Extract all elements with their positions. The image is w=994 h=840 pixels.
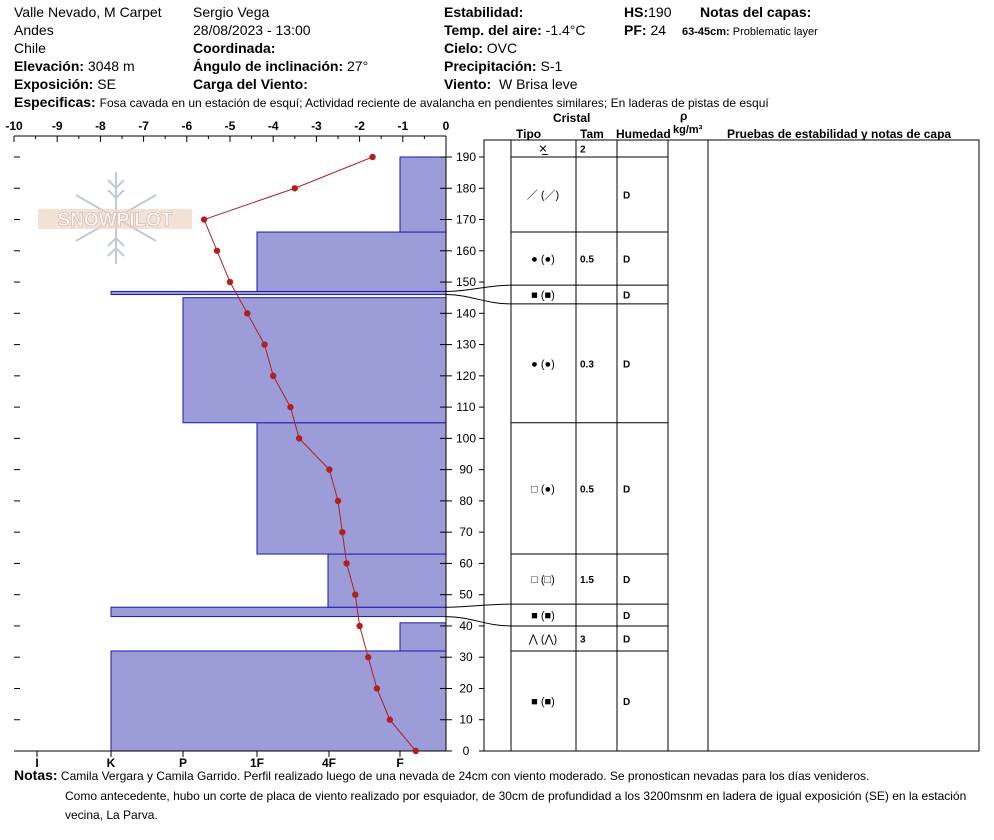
moisture-header: Humedad xyxy=(616,127,671,141)
hardness-tick-label: K xyxy=(106,756,116,770)
height-tick-label: 160 xyxy=(455,243,477,258)
size-header: Tam xyxy=(580,127,604,141)
height-tick-label: 170 xyxy=(455,212,477,227)
layer-crystal-type: ⋀ (⋀) xyxy=(528,633,558,646)
temp-tick-label: -2 xyxy=(354,119,365,133)
datetime: 28/08/2023 - 13:00 xyxy=(193,22,311,38)
temp-point xyxy=(287,404,293,410)
temp-point xyxy=(326,466,332,472)
temp-tick-label: -6 xyxy=(181,119,193,133)
temp-point xyxy=(374,685,380,691)
aspect: Exposición: SE xyxy=(14,76,116,92)
country: Chile xyxy=(14,40,46,56)
height-tick-label: 40 xyxy=(459,618,473,633)
height-tick-label: 140 xyxy=(455,306,477,321)
observer: Sergio Vega xyxy=(193,4,270,20)
height-tick-label: 120 xyxy=(455,368,477,383)
layer-crystal-size: 0.5 xyxy=(580,484,594,496)
air-temp: Temp. del aire: -1.4°C xyxy=(444,22,586,38)
layer-crystal-type: ■ (■) xyxy=(531,610,555,623)
elevation: Elevación: 3048 m xyxy=(14,58,135,74)
location: Valle Nevado, M Carpet xyxy=(14,4,162,20)
layer-moisture: D xyxy=(623,290,631,302)
temp-point xyxy=(261,341,267,347)
height-tick-label: 70 xyxy=(459,525,473,540)
temp-point xyxy=(270,373,276,379)
wind: Viento: W Brisa leve xyxy=(444,76,578,92)
temp-point xyxy=(201,216,207,222)
temp-point xyxy=(387,717,393,723)
hardness-bar xyxy=(400,623,446,651)
layer-crystal-type: ✕̲ xyxy=(538,143,548,156)
hardness-tick-label: 1F xyxy=(249,756,265,770)
hardness-bar xyxy=(257,232,446,291)
layer-moisture: D xyxy=(623,611,631,623)
hardness-bar xyxy=(183,298,446,423)
layer-connector xyxy=(446,295,511,304)
height-tick-label: 110 xyxy=(456,400,476,415)
temp-point xyxy=(214,248,220,254)
layer-moisture: D xyxy=(623,254,631,266)
height-tick-label: 30 xyxy=(459,650,473,665)
layer-crystal-type: □ (□) xyxy=(531,574,555,587)
temp-point xyxy=(335,498,341,504)
layer-connector xyxy=(446,604,511,607)
layer-moisture: D xyxy=(623,575,631,587)
layer-moisture: D xyxy=(623,190,631,202)
crystal-header: Cristal xyxy=(553,111,591,125)
temp-point xyxy=(343,560,349,566)
layer-notes-label: Notas del capas: xyxy=(700,4,812,20)
temp-point xyxy=(292,185,298,191)
specifics: Especificas: Fosa cavada en un estación de esquí; Actividad reciente de avalancha en pendientes similares; En laderas de pistas de esquí xyxy=(14,94,769,110)
layer-moisture: D xyxy=(623,696,631,708)
rho-header: ρ xyxy=(680,109,688,123)
type-header: Tipo xyxy=(516,127,542,141)
layer-crystal-type: ■ (■) xyxy=(531,695,555,708)
layer-crystal-type: ／ (／) xyxy=(526,189,560,202)
layer-moisture: D xyxy=(623,634,631,646)
hardness-bar xyxy=(257,423,446,554)
layer-crystal-size: 1.5 xyxy=(580,575,594,587)
stability-label: Estabilidad: xyxy=(444,4,524,20)
temp-tick-label: 0 xyxy=(442,119,450,133)
temp-point xyxy=(356,623,362,629)
height-tick-label: 80 xyxy=(459,493,473,508)
temp-point xyxy=(413,748,419,754)
layer-note: 63-45cm: Problematic layer xyxy=(682,26,818,38)
temp-tick-label: -7 xyxy=(138,119,149,133)
height-tick-label: 130 xyxy=(455,337,477,352)
height-tick-label: 20 xyxy=(459,681,473,696)
temp-point xyxy=(227,279,233,285)
temp-tick-label: -3 xyxy=(311,119,322,133)
temp-point xyxy=(369,154,375,160)
layer-crystal-size: 0.5 xyxy=(580,254,594,266)
height-tick-label: 60 xyxy=(459,556,473,571)
hardness-tick-label: P xyxy=(178,756,188,770)
height-tick-label: 190 xyxy=(455,150,477,164)
temp-tick-label: -1 xyxy=(397,119,409,133)
coordinate-label: Coordinada: xyxy=(193,40,276,56)
layer-crystal-type: □ (●) xyxy=(531,483,555,496)
logo-text: SNOWPILOT xyxy=(57,210,173,231)
hardness-tick-label: 4F xyxy=(321,756,337,770)
sky: Cielo: OVC xyxy=(444,40,518,56)
layer-crystal-type: ● (●) xyxy=(531,358,555,371)
height-tick-label: 150 xyxy=(455,275,477,290)
temp-point xyxy=(339,529,345,535)
temp-tick-label: -4 xyxy=(267,119,279,133)
height-tick-label: 10 xyxy=(459,712,473,727)
precipitation: Precipitación: S-1 xyxy=(444,58,563,74)
temp-tick-label: -8 xyxy=(95,119,106,133)
range: Andes xyxy=(14,22,54,38)
layer-crystal-type: ■ (■) xyxy=(531,289,555,302)
hardness-bar xyxy=(111,651,446,751)
hardness-bar xyxy=(111,607,446,616)
hardness-layers xyxy=(111,157,446,751)
snow-height: HS:190 xyxy=(624,4,672,20)
layer-moisture: D xyxy=(623,359,631,371)
layer-table xyxy=(446,140,979,751)
penetration-foot: PF: 24 xyxy=(624,22,667,38)
height-tick-label: 100 xyxy=(455,431,477,446)
height-tick-label: 180 xyxy=(455,181,477,196)
hardness-tick-label: F xyxy=(396,756,404,770)
temp-point xyxy=(365,654,371,660)
layer-crystal-size: 2 xyxy=(580,144,586,156)
temp-tick-label: -5 xyxy=(224,119,236,133)
temp-tick-label: -9 xyxy=(51,119,63,133)
layer-connector xyxy=(446,617,511,626)
slope-angle: Ángulo de inclinación: 27° xyxy=(193,58,369,74)
height-tick-label: 50 xyxy=(459,587,473,602)
snowpilot-logo xyxy=(38,172,192,264)
layer-crystal-size: 0.3 xyxy=(580,359,594,371)
hardness-bar xyxy=(400,157,446,232)
height-tick-label: 90 xyxy=(459,462,473,477)
density-header: kg/m³ xyxy=(673,124,703,136)
temp-point xyxy=(296,435,302,441)
temp-point xyxy=(244,310,250,316)
temp-point xyxy=(352,591,358,597)
layer-moisture: D xyxy=(623,484,631,496)
layer-crystal-type: ● (●) xyxy=(531,253,555,266)
tests-header: Pruebas de estabilidad y notas de capa xyxy=(727,127,952,141)
notes: Notas: Camila Vergara y Camila Garrido. Perfil realizado luego de una nevada de 24cm con viento moderado. Se pronostican nevadas para los días venideros. Como antecedente, hubo un corte de placa de viento realizado por esquiador, de 30cm de profundidad a los 3200msnm en ladera de igual exposición (SE) en la estación vecina, La Parva. xyxy=(14,767,967,822)
layer-crystal-size: 3 xyxy=(580,634,586,646)
wind-load-label: Carga del Viento: xyxy=(193,76,308,92)
height-tick-label: 0 xyxy=(462,744,470,758)
hardness-tick-label: I xyxy=(35,756,39,770)
temp-tick-label: -10 xyxy=(5,119,23,133)
